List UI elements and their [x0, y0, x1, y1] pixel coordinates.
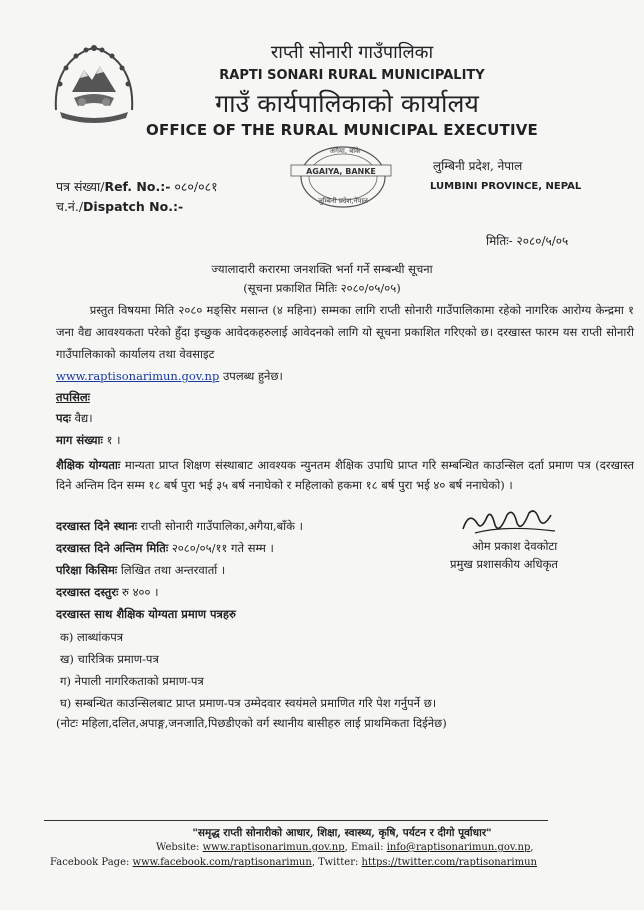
province-np: लुम्बिनी प्रदेश, नेपाल: [433, 159, 523, 173]
signatory-title: प्रमुख प्रशासकीय अधिकृत: [450, 557, 558, 571]
documents-heading: दरखास्त साथ शैक्षिक योग्यता प्रमाण पत्रहरु: [56, 607, 236, 621]
post-label: पदः: [56, 411, 71, 425]
footer-contact: Website: www.raptisonarimun.gov.np, Email: info@raptisonarimun.gov.np,: [156, 842, 534, 853]
signatory-name: ओम प्रकाश देवकोटा: [472, 539, 558, 553]
facebook-label: Facebook Page:: [50, 857, 130, 868]
office-stamp-icon: [283, 141, 393, 211]
place-line: [56, 519, 303, 534]
notice-published-date: (सूचना प्रकाशित मितिः २०८०/०५/०५): [243, 281, 401, 295]
place-label: दरखास्त दिने स्थानः: [56, 519, 137, 533]
document-item: ख) चारित्रिक प्रमाण-पत्र: [60, 652, 159, 666]
ref-value: ०८०/०८१: [174, 179, 218, 194]
twitter-label: , Twitter:: [311, 857, 359, 868]
municipality-name-np: राप्ती सोनारी गाउँपालिका: [270, 42, 434, 63]
footer-slogan: "समृद्ध राप्ती सोनारीको आधार, शिक्षा, स्वास्थ्य, कृषि, पर्यटन र दीगो पूर्वाधार": [192, 827, 492, 839]
deadline-line: [56, 541, 274, 556]
demand-value: १ ।: [106, 433, 121, 447]
document-item: घ) सम्बन्धित काउन्सिलबाट प्राप्त प्रमाण-पत्र उम्मेदवार स्वयंमले प्रमाणित गरि पेश गर्नुपर्ने छ।: [60, 696, 437, 710]
stamp-top-text: अगैया, बाँके: [329, 147, 361, 155]
post-value: वैद्य।: [74, 411, 93, 425]
ref-label-np: पत्र संख्या/: [56, 179, 105, 194]
dispatch-number: [56, 198, 183, 215]
footer-email-link[interactable]: info@raptisonarimun.gov.np: [386, 842, 531, 853]
details-heading: तपसिलः: [56, 390, 90, 404]
twitter-link[interactable]: https://twitter.com/raptisonarimun: [361, 857, 537, 868]
qualification-label: शैक्षिक योग्यताः: [56, 458, 121, 472]
exam-value: लिखित तथा अन्तरवार्ता ।: [120, 563, 226, 577]
office-name-np: गाउँ कार्यपालिकाको कार्यालय: [215, 89, 479, 118]
website-link[interactable]: www.raptisonarimun.gov.np: [56, 369, 220, 383]
qualification-value: मान्यता प्राप्त शिक्षण संस्थाबाट आवश्यक न्युनतम शैक्षिक उपाधि प्राप्त गरि सम्बन्धित काउन्सिल दर्ता प्रमाण पत्र (दरखास्त दिने अन्तिम दिन सम्म १८ बर्ष पुरा भई ३५ बर्ष ननाघेको र महिलाको हकमा १८ बर्ष पुरा भई ४० बर्ष ननाघेको) ।: [56, 458, 634, 492]
notice-title: ज्यालादारी करारमा जनशक्ति भर्ना गर्ने सम्बन्धी सूचना: [211, 262, 433, 276]
post-line: [56, 411, 93, 426]
fee-value: रु ४०० ।: [122, 585, 159, 599]
exam-label: परिक्षा किसिमः: [56, 563, 118, 577]
dispatch-label-en: Dispatch No.:-: [83, 199, 184, 214]
demand-label: माग संख्याः: [56, 433, 103, 447]
facebook-link[interactable]: www.facebook.com/raptisonarimun: [132, 857, 312, 868]
exam-line: [56, 563, 225, 578]
issue-date: मितिः- २०८०/५/०५: [486, 234, 569, 248]
province-en: LUMBINI PROVINCE, NEPAL: [430, 181, 582, 192]
deadline-value: २०८०/०५/११ गते सम्म ।: [171, 541, 274, 555]
document-item: क) लाब्धांकपत्र: [60, 630, 124, 644]
fee-line: [56, 585, 159, 600]
demand-line: [56, 433, 120, 448]
office-name-en: OFFICE OF THE RURAL MUNICIPAL EXECUTIVE: [146, 121, 538, 139]
notice-note: (नोटः महिला,दलित,अपाङ्ग,जनजाति,पिछडीएको वर्ग स्थानीय बासीहरु लाई प्राथमिकता दिईनेछ): [56, 716, 447, 730]
ref-number: [56, 178, 218, 195]
ref-label-en: Ref. No.:-: [104, 179, 171, 194]
footer-divider: [44, 820, 548, 821]
fee-label: दरखास्त दस्तुरः: [56, 585, 119, 599]
email-label: , Email:: [344, 842, 384, 853]
notice-body-text: प्रस्तुत विषयमा मिति २०८० मङ्सिर मसान्त (४ महिना) सम्मका लागि राप्ती सोनारी गाउँपालिकामा रहेको नागरिक आरोग्य केन्द्रमा १ जना वैद्य आवश्यकता परेको हुँदा इच्छुक आवेदकहरुलाई आवेदनको लागि यो सूचना प्रकाशित गरिएको छ। दरखास्त फारम यस राप्ती सोनारी गाउँपालिकाको कार्यालय तथा वेवसाइट: [56, 303, 634, 361]
municipality-name-en: RAPTI SONARI RURAL MUNICIPALITY: [219, 68, 485, 83]
notice-body: [56, 299, 634, 387]
website-label: Website:: [156, 842, 200, 853]
notice-body-end: उपलब्ध हुनेछ।: [222, 369, 283, 383]
stamp-bottom-text: लुम्बिनी प्रदेश,नेपाल: [318, 197, 368, 205]
footer-social: [50, 857, 537, 868]
dispatch-label-np: च.नं./: [56, 199, 84, 214]
qualification-line: [56, 455, 634, 495]
footer-website-link[interactable]: www.raptisonarimun.gov.np: [202, 842, 345, 853]
document-item: ग) नेपाली नागरिकताको प्रमाण-पत्र: [60, 674, 204, 688]
place-value: राप्ती सोनारी गाउँपालिका,अगैया,बाँके ।: [140, 519, 303, 533]
signature-icon: [455, 505, 565, 539]
deadline-label: दरखास्त दिने अन्तिम मितिः: [56, 541, 169, 555]
stamp-banner-text: AGAIYA, BANKE: [306, 167, 376, 176]
